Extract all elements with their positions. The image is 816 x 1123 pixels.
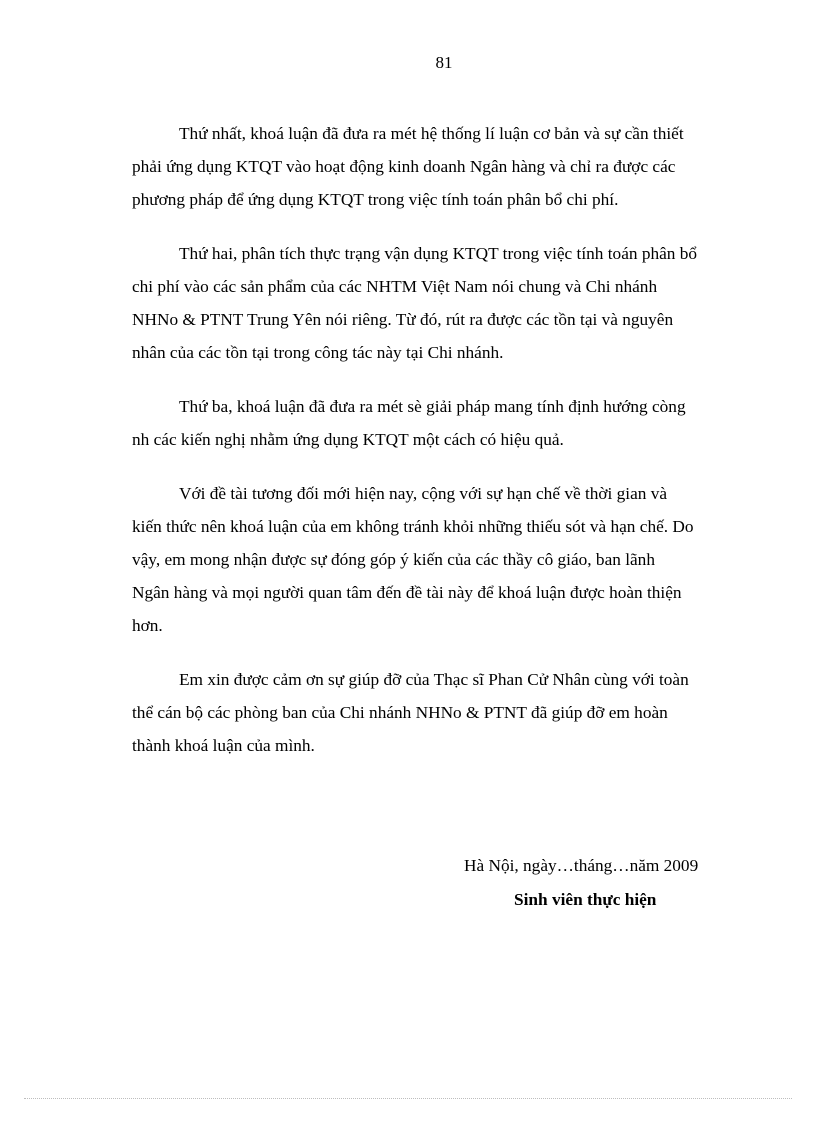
paragraph-line: Thứ nhất, khoá luận đã đưa ra mét hệ thống lí luận cơ bản và sự cần thiết — [179, 124, 684, 143]
signer-title: Sinh viên thực hiện — [514, 890, 657, 909]
paragraph-line: Thứ ba, khoá luận đã đưa ra mét sè giải pháp mang tính định hướng còng — [179, 397, 686, 416]
paragraph-3 — [132, 390, 744, 456]
paragraph-4 — [132, 477, 744, 642]
paragraph-1 — [132, 117, 744, 216]
paragraph-line: Thứ hai, phân tích thực trạng vận dụng KTQT trong việc tính toán phân bổ — [179, 244, 698, 263]
paragraph-line: thể cán bộ các phòng ban của Chi nhánh NHNo & PTNT đã giúp đỡ em hoàn — [132, 703, 668, 722]
page-number: 81 — [435, 53, 453, 72]
paragraph-line: chi phí vào các sản phẩm của các NHTM Việt Nam nói chung và Chi nhánh — [132, 277, 658, 296]
paragraph-line: Em xin được cảm ơn sự giúp đỡ của Thạc sĩ Phan Cử Nhân cùng với toàn — [179, 670, 689, 689]
paragraph-line: nh các kiến nghị nhằm ứng dụng KTQT một cách có hiệu quả. — [132, 430, 564, 449]
place-date: Hà Nội, ngày…tháng…năm 2009 — [464, 856, 699, 875]
paragraph-line: phương pháp để ứng dụng KTQT trong việc tính toán phân bổ chi phí. — [132, 190, 619, 209]
paragraph-line: kiến thức nên khoá luận của em không tránh khỏi những thiếu sót và hạn chế. Do — [132, 517, 694, 536]
paragraph-line: hơn. — [132, 616, 163, 635]
paragraph-2 — [132, 237, 744, 369]
footer-divider — [24, 1098, 792, 1099]
paragraph-line: NHNo & PTNT Trung Yên nói riêng. Từ đó, rút ra được các tồn tại và nguyên — [132, 310, 674, 329]
paragraph-line: Ngân hàng và mọi người quan tâm đến đề tài này để khoá luận được hoàn thiện — [132, 583, 682, 602]
paragraph-line: phải ứng dụng KTQT vào hoạt động kinh doanh Ngân hàng và chỉ ra được các — [132, 157, 676, 176]
document-body — [132, 117, 744, 783]
paragraph-5 — [132, 663, 744, 762]
paragraph-line: Với đề tài tương đối mới hiện nay, cộng với sự hạn chế về thời gian và — [179, 484, 668, 503]
paragraph-line: vậy, em mong nhận được sự đóng góp ý kiến của các thầy cô giáo, ban lãnh — [132, 550, 655, 569]
paragraph-line: thành khoá luận của mình. — [132, 736, 315, 755]
paragraph-line: nhân của các tồn tại trong công tác này tại Chi nhánh. — [132, 343, 504, 362]
